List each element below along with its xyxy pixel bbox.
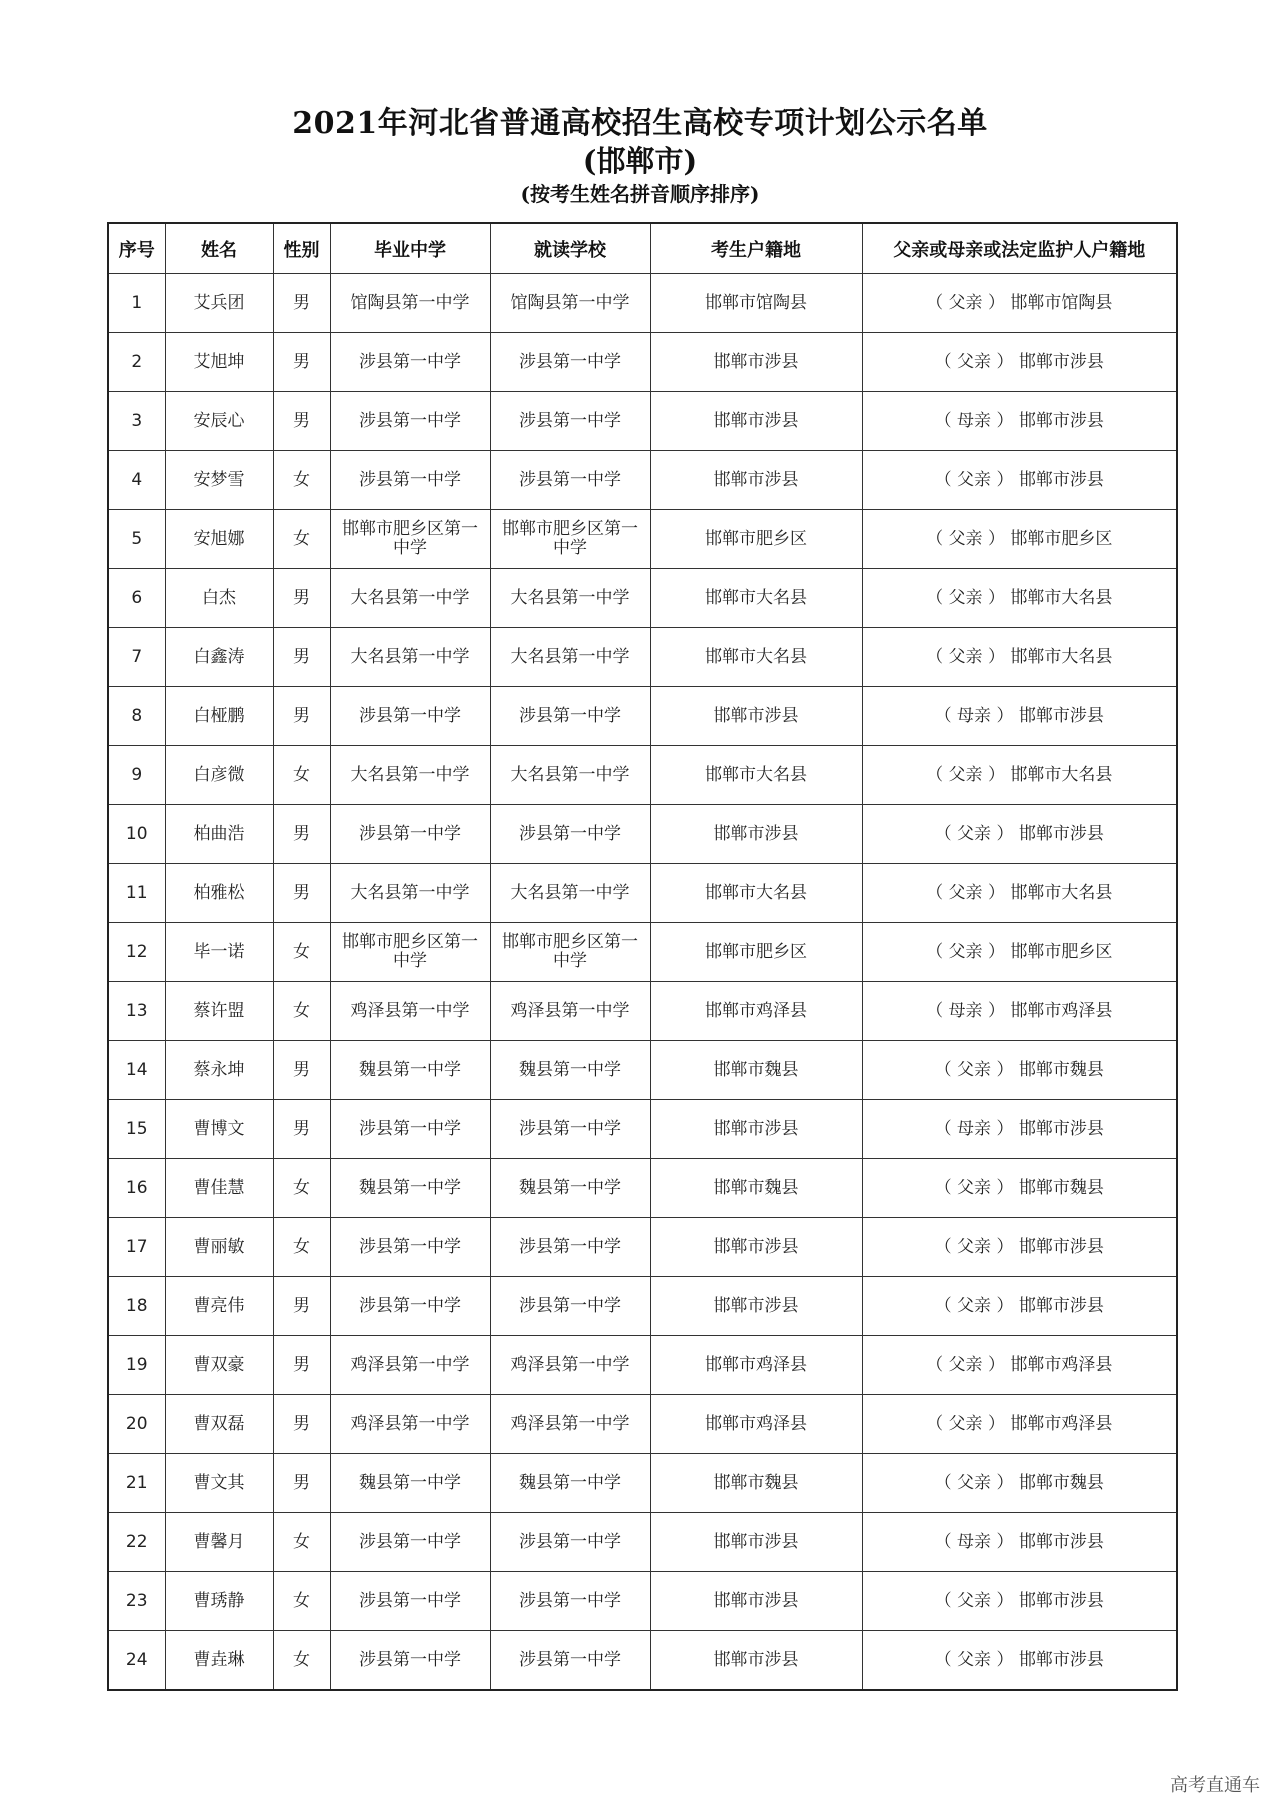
graduated-school-cell: 大名县第一中学 xyxy=(330,569,490,628)
student-hukou-cell: 邯郸市涉县 xyxy=(650,805,862,864)
gender-cell: 女 xyxy=(273,1631,330,1691)
serial-cell: 1 xyxy=(108,274,165,333)
guardian-hukou-cell: （ 父亲 ） 邯郸市涉县 xyxy=(862,1218,1177,1277)
serial-cell: 16 xyxy=(108,1159,165,1218)
current-school-cell: 涉县第一中学 xyxy=(490,1572,650,1631)
table-row xyxy=(108,1454,1177,1513)
student-hukou-cell: 邯郸市魏县 xyxy=(650,1041,862,1100)
student-hukou-cell: 邯郸市涉县 xyxy=(650,392,862,451)
table-row xyxy=(108,333,1177,392)
current-school-cell: 大名县第一中学 xyxy=(490,628,650,687)
student-hukou-cell: 邯郸市鸡泽县 xyxy=(650,982,862,1041)
header-name: 姓名 xyxy=(165,223,273,274)
table-row xyxy=(108,805,1177,864)
name-cell: 白杰 xyxy=(165,569,273,628)
table-row xyxy=(108,1100,1177,1159)
gender-cell: 男 xyxy=(273,805,330,864)
current-school-cell: 馆陶县第一中学 xyxy=(490,274,650,333)
guardian-hukou-cell: （ 母亲 ） 邯郸市涉县 xyxy=(862,392,1177,451)
gender-cell: 女 xyxy=(273,1159,330,1218)
guardian-hukou-cell: （ 父亲 ） 邯郸市馆陶县 xyxy=(862,274,1177,333)
name-cell: 曹亮伟 xyxy=(165,1277,273,1336)
header-current-school: 就读学校 xyxy=(490,223,650,274)
guardian-hukou-cell: （ 父亲 ） 邯郸市魏县 xyxy=(862,1454,1177,1513)
student-hukou-cell: 邯郸市涉县 xyxy=(650,1572,862,1631)
gender-cell: 女 xyxy=(273,982,330,1041)
guardian-hukou-cell: （ 父亲 ） 邯郸市涉县 xyxy=(862,1277,1177,1336)
current-school-cell: 涉县第一中学 xyxy=(490,1218,650,1277)
header-graduated-school: 毕业中学 xyxy=(330,223,490,274)
current-school-cell: 涉县第一中学 xyxy=(490,687,650,746)
table-body xyxy=(108,274,1177,1691)
student-hukou-cell: 邯郸市大名县 xyxy=(650,746,862,805)
name-cell: 安旭娜 xyxy=(165,510,273,569)
serial-cell: 3 xyxy=(108,392,165,451)
serial-cell: 6 xyxy=(108,569,165,628)
graduated-school-cell: 涉县第一中学 xyxy=(330,392,490,451)
current-school-cell: 大名县第一中学 xyxy=(490,746,650,805)
serial-cell: 24 xyxy=(108,1631,165,1691)
document-title: 2021年河北省普通高校招生高校专项计划公示名单 xyxy=(292,106,988,141)
graduated-school-cell: 大名县第一中学 xyxy=(330,864,490,923)
guardian-hukou-cell: （ 父亲 ） 邯郸市鸡泽县 xyxy=(862,1395,1177,1454)
graduated-school-cell: 涉县第一中学 xyxy=(330,333,490,392)
gender-cell: 男 xyxy=(273,1454,330,1513)
name-cell: 白桠鹏 xyxy=(165,687,273,746)
name-cell: 曹垚琳 xyxy=(165,1631,273,1691)
table-row xyxy=(108,628,1177,687)
gender-cell: 女 xyxy=(273,1513,330,1572)
serial-cell: 17 xyxy=(108,1218,165,1277)
graduated-school-cell: 大名县第一中学 xyxy=(330,746,490,805)
current-school-cell: 涉县第一中学 xyxy=(490,392,650,451)
gender-cell: 男 xyxy=(273,1277,330,1336)
student-hukou-cell: 邯郸市涉县 xyxy=(650,1218,862,1277)
table-row xyxy=(108,274,1177,333)
serial-cell: 8 xyxy=(108,687,165,746)
graduated-school-cell: 涉县第一中学 xyxy=(330,687,490,746)
current-school-cell: 魏县第一中学 xyxy=(490,1159,650,1218)
gender-cell: 男 xyxy=(273,333,330,392)
guardian-hukou-cell: （ 父亲 ） 邯郸市肥乡区 xyxy=(862,510,1177,569)
gender-cell: 男 xyxy=(273,392,330,451)
student-hukou-cell: 邯郸市鸡泽县 xyxy=(650,1336,862,1395)
name-cell: 曹双豪 xyxy=(165,1336,273,1395)
table-row xyxy=(108,687,1177,746)
guardian-hukou-cell: （ 母亲 ） 邯郸市涉县 xyxy=(862,687,1177,746)
name-cell: 艾兵团 xyxy=(165,274,273,333)
gender-cell: 男 xyxy=(273,1395,330,1454)
serial-cell: 12 xyxy=(108,923,165,982)
table-row xyxy=(108,1041,1177,1100)
serial-cell: 20 xyxy=(108,1395,165,1454)
header-gender: 性别 xyxy=(273,223,330,274)
graduated-school-cell: 涉县第一中学 xyxy=(330,1100,490,1159)
serial-cell: 9 xyxy=(108,746,165,805)
student-hukou-cell: 邯郸市馆陶县 xyxy=(650,274,862,333)
table-row xyxy=(108,1631,1177,1691)
gender-cell: 女 xyxy=(273,510,330,569)
current-school-cell: 邯郸市肥乡区第一中学 xyxy=(490,510,650,569)
serial-cell: 19 xyxy=(108,1336,165,1395)
name-cell: 曹馨月 xyxy=(165,1513,273,1572)
gender-cell: 女 xyxy=(273,1218,330,1277)
name-cell: 毕一诺 xyxy=(165,923,273,982)
table-row xyxy=(108,982,1177,1041)
guardian-hukou-cell: （ 父亲 ） 邯郸市大名县 xyxy=(862,864,1177,923)
student-hukou-cell: 邯郸市鸡泽县 xyxy=(650,1395,862,1454)
student-hukou-cell: 邯郸市涉县 xyxy=(650,1277,862,1336)
current-school-cell: 大名县第一中学 xyxy=(490,569,650,628)
gender-cell: 女 xyxy=(273,451,330,510)
serial-cell: 10 xyxy=(108,805,165,864)
graduated-school-cell: 魏县第一中学 xyxy=(330,1041,490,1100)
guardian-hukou-cell: （ 父亲 ） 邯郸市肥乡区 xyxy=(862,923,1177,982)
gender-cell: 男 xyxy=(273,1336,330,1395)
student-hukou-cell: 邯郸市魏县 xyxy=(650,1159,862,1218)
guardian-hukou-cell: （ 父亲 ） 邯郸市魏县 xyxy=(862,1041,1177,1100)
graduated-school-cell: 邯郸市肥乡区第一中学 xyxy=(330,510,490,569)
serial-cell: 21 xyxy=(108,1454,165,1513)
name-cell: 安梦雪 xyxy=(165,451,273,510)
current-school-cell: 鸡泽县第一中学 xyxy=(490,1395,650,1454)
guardian-hukou-cell: （ 父亲 ） 邯郸市大名县 xyxy=(862,746,1177,805)
table-row xyxy=(108,1572,1177,1631)
table-row xyxy=(108,569,1177,628)
gender-cell: 男 xyxy=(273,1100,330,1159)
student-hukou-cell: 邯郸市涉县 xyxy=(650,1513,862,1572)
current-school-cell: 鸡泽县第一中学 xyxy=(490,1336,650,1395)
name-cell: 蔡永坤 xyxy=(165,1041,273,1100)
graduated-school-cell: 馆陶县第一中学 xyxy=(330,274,490,333)
table-header xyxy=(108,223,1177,274)
table-row xyxy=(108,923,1177,982)
serial-cell: 22 xyxy=(108,1513,165,1572)
graduated-school-cell: 涉县第一中学 xyxy=(330,1513,490,1572)
current-school-cell: 涉县第一中学 xyxy=(490,1513,650,1572)
student-hukou-cell: 邯郸市涉县 xyxy=(650,333,862,392)
serial-cell: 7 xyxy=(108,628,165,687)
graduated-school-cell: 涉县第一中学 xyxy=(330,1572,490,1631)
gender-cell: 女 xyxy=(273,923,330,982)
table-row xyxy=(108,1218,1177,1277)
table-row xyxy=(108,1277,1177,1336)
table-row xyxy=(108,746,1177,805)
student-hukou-cell: 邯郸市涉县 xyxy=(650,687,862,746)
graduated-school-cell: 涉县第一中学 xyxy=(330,805,490,864)
name-cell: 艾旭坤 xyxy=(165,333,273,392)
guardian-hukou-cell: （ 母亲 ） 邯郸市涉县 xyxy=(862,1513,1177,1572)
guardian-hukou-cell: （ 父亲 ） 邯郸市涉县 xyxy=(862,1631,1177,1691)
name-cell: 曹丽敏 xyxy=(165,1218,273,1277)
serial-cell: 4 xyxy=(108,451,165,510)
table-row xyxy=(108,1159,1177,1218)
student-hukou-cell: 邯郸市魏县 xyxy=(650,1454,862,1513)
name-cell: 曹文其 xyxy=(165,1454,273,1513)
gender-cell: 女 xyxy=(273,746,330,805)
student-hukou-cell: 邯郸市大名县 xyxy=(650,628,862,687)
graduated-school-cell: 大名县第一中学 xyxy=(330,628,490,687)
name-cell: 曹佳慧 xyxy=(165,1159,273,1218)
table-row xyxy=(108,1395,1177,1454)
current-school-cell: 魏县第一中学 xyxy=(490,1454,650,1513)
student-hukou-cell: 邯郸市大名县 xyxy=(650,569,862,628)
guardian-hukou-cell: （ 母亲 ） 邯郸市涉县 xyxy=(862,1100,1177,1159)
guardian-hukou-cell: （ 父亲 ） 邯郸市鸡泽县 xyxy=(862,1336,1177,1395)
graduated-school-cell: 鸡泽县第一中学 xyxy=(330,1395,490,1454)
guardian-hukou-cell: （ 父亲 ） 邯郸市大名县 xyxy=(862,628,1177,687)
current-school-cell: 涉县第一中学 xyxy=(490,805,650,864)
serial-cell: 2 xyxy=(108,333,165,392)
serial-cell: 23 xyxy=(108,1572,165,1631)
name-cell: 柏雅松 xyxy=(165,864,273,923)
guardian-hukou-cell: （ 父亲 ） 邯郸市涉县 xyxy=(862,805,1177,864)
serial-cell: 14 xyxy=(108,1041,165,1100)
current-school-cell: 涉县第一中学 xyxy=(490,1631,650,1691)
student-hukou-cell: 邯郸市涉县 xyxy=(650,451,862,510)
graduated-school-cell: 涉县第一中学 xyxy=(330,1631,490,1691)
student-hukou-cell: 邯郸市大名县 xyxy=(650,864,862,923)
graduated-school-cell: 魏县第一中学 xyxy=(330,1159,490,1218)
guardian-hukou-cell: （ 母亲 ） 邯郸市鸡泽县 xyxy=(862,982,1177,1041)
name-cell: 曹博文 xyxy=(165,1100,273,1159)
current-school-cell: 涉县第一中学 xyxy=(490,333,650,392)
name-cell: 柏曲浩 xyxy=(165,805,273,864)
guardian-hukou-cell: （ 父亲 ） 邯郸市涉县 xyxy=(862,1572,1177,1631)
graduated-school-cell: 涉县第一中学 xyxy=(330,1218,490,1277)
table-row xyxy=(108,864,1177,923)
gender-cell: 男 xyxy=(273,569,330,628)
header-guardian-hukou: 父亲或母亲或法定监护人户籍地 xyxy=(862,223,1177,274)
table-row xyxy=(108,392,1177,451)
guardian-hukou-cell: （ 父亲 ） 邯郸市大名县 xyxy=(862,569,1177,628)
serial-cell: 18 xyxy=(108,1277,165,1336)
graduated-school-cell: 涉县第一中学 xyxy=(330,1277,490,1336)
current-school-cell: 鸡泽县第一中学 xyxy=(490,982,650,1041)
graduated-school-cell: 鸡泽县第一中学 xyxy=(330,1336,490,1395)
gender-cell: 男 xyxy=(273,628,330,687)
gender-cell: 男 xyxy=(273,1041,330,1100)
current-school-cell: 涉县第一中学 xyxy=(490,1277,650,1336)
guardian-hukou-cell: （ 父亲 ） 邯郸市魏县 xyxy=(862,1159,1177,1218)
graduated-school-cell: 邯郸市肥乡区第一中学 xyxy=(330,923,490,982)
name-cell: 安辰心 xyxy=(165,392,273,451)
name-cell: 白彦微 xyxy=(165,746,273,805)
table-row xyxy=(108,451,1177,510)
student-hukou-cell: 邯郸市肥乡区 xyxy=(650,510,862,569)
current-school-cell: 邯郸市肥乡区第一中学 xyxy=(490,923,650,982)
student-hukou-cell: 邯郸市涉县 xyxy=(650,1631,862,1691)
gender-cell: 男 xyxy=(273,864,330,923)
guardian-hukou-cell: （ 父亲 ） 邯郸市涉县 xyxy=(862,333,1177,392)
name-cell: 白鑫涛 xyxy=(165,628,273,687)
header-row xyxy=(108,223,1177,274)
graduated-school-cell: 涉县第一中学 xyxy=(330,451,490,510)
current-school-cell: 魏县第一中学 xyxy=(490,1041,650,1100)
student-hukou-cell: 邯郸市涉县 xyxy=(650,1100,862,1159)
current-school-cell: 涉县第一中学 xyxy=(490,1100,650,1159)
graduated-school-cell: 魏县第一中学 xyxy=(330,1454,490,1513)
student-hukou-cell: 邯郸市肥乡区 xyxy=(650,923,862,982)
name-cell: 曹双磊 xyxy=(165,1395,273,1454)
gender-cell: 女 xyxy=(273,1572,330,1631)
sort-note: (按考生姓名拼音顺序排序) xyxy=(520,182,760,206)
header-serial: 序号 xyxy=(108,223,165,274)
table-row xyxy=(108,1513,1177,1572)
serial-cell: 13 xyxy=(108,982,165,1041)
table-row xyxy=(108,510,1177,569)
serial-cell: 11 xyxy=(108,864,165,923)
gender-cell: 男 xyxy=(273,274,330,333)
table-row xyxy=(108,1336,1177,1395)
graduated-school-cell: 鸡泽县第一中学 xyxy=(330,982,490,1041)
watermark: 高考直通车 xyxy=(1170,1775,1260,1796)
document-subtitle: (邯郸市) xyxy=(582,144,698,178)
gender-cell: 男 xyxy=(273,687,330,746)
name-cell: 蔡许盟 xyxy=(165,982,273,1041)
serial-cell: 5 xyxy=(108,510,165,569)
name-cell: 曹琇静 xyxy=(165,1572,273,1631)
current-school-cell: 涉县第一中学 xyxy=(490,451,650,510)
roster-table xyxy=(107,222,1178,1691)
current-school-cell: 大名县第一中学 xyxy=(490,864,650,923)
serial-cell: 15 xyxy=(108,1100,165,1159)
header-student-hukou: 考生户籍地 xyxy=(650,223,862,274)
guardian-hukou-cell: （ 父亲 ） 邯郸市涉县 xyxy=(862,451,1177,510)
